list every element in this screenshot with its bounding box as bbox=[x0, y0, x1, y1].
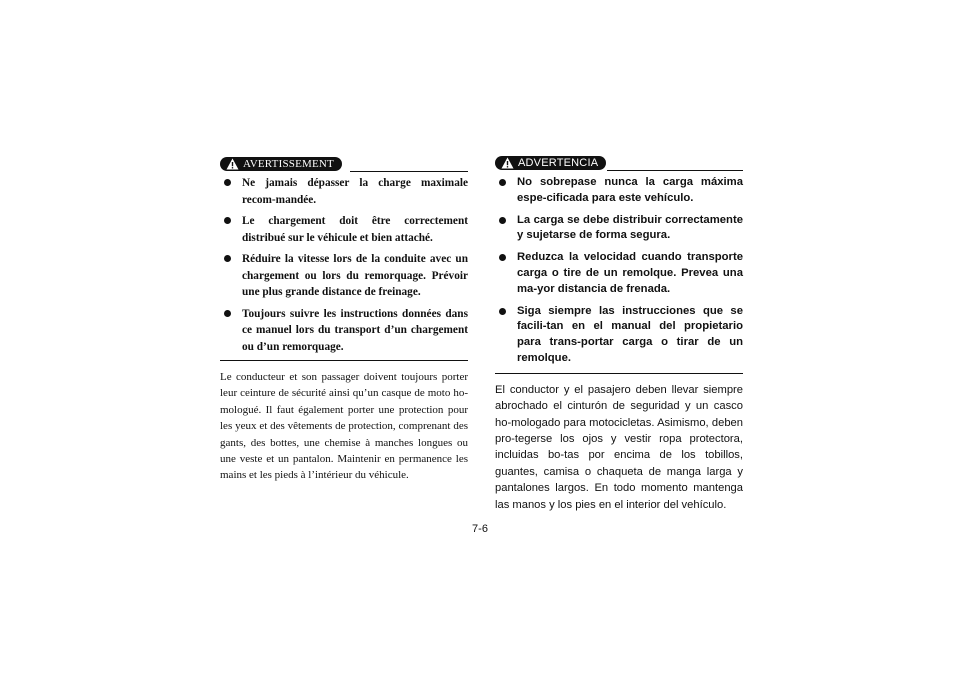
body-paragraph-es: El conductor y el pasajero deben llevar siempre abrochado el cinturón de seguridad y un casco ho-mologado para motocicletas. Asimismo, deben pro-tegerse los ojos y vestir ropa protectora, incluidas bo-tas por encima de los tobillos, guantes, camisa o chaqueta de manga larga y pantalones largos. En todo momento mantenga las manos y los pies en el interior del vehículo. bbox=[495, 383, 743, 511]
list-item: Le chargement doit être correctement distribué sur le véhicule et bien attaché. bbox=[220, 213, 468, 246]
french-column bbox=[220, 153, 468, 484]
warning-triangle-icon bbox=[226, 158, 239, 170]
warning-label-es: ADVERTENCIA bbox=[518, 157, 599, 169]
spanish-column bbox=[495, 153, 743, 513]
list-item: Siga siempre las instrucciones que se facili-tan en el manual del propietario para trans-portar carga o tirar de un remolque. bbox=[495, 304, 743, 367]
warning-badge-es bbox=[495, 156, 606, 170]
warning-header-es bbox=[495, 153, 743, 173]
page-number: 7-6 bbox=[472, 523, 488, 535]
header-rule-es bbox=[607, 170, 743, 171]
list-item: Reduzca la velocidad cuando transporte carga o tire de un remolque. Prevea una ma-yor distancia de frenada. bbox=[495, 250, 743, 297]
list-item: Ne jamais dépasser la charge maximale recom-mandée. bbox=[220, 175, 468, 208]
warning-badge-fr bbox=[220, 157, 342, 171]
bullet-icon bbox=[499, 254, 506, 261]
warning-header-fr bbox=[220, 153, 468, 173]
bullet-icon bbox=[499, 179, 506, 186]
list-item: Toujours suivre les instructions données dans ce manuel lors du transport d’un chargement ou d’un remorquage. bbox=[220, 306, 468, 356]
warning-end-rule-es bbox=[495, 373, 743, 374]
warning-end-rule-fr bbox=[220, 360, 468, 361]
warning-triangle-icon bbox=[501, 157, 514, 169]
bullet-icon bbox=[499, 308, 506, 315]
list-item: Réduire la vitesse lors de la conduite avec un chargement ou lors du remorquage. Prévoir une plus grande distance de freinage. bbox=[220, 251, 468, 301]
body-paragraph-fr: Le conducteur et son passager doivent toujours porter leur ceinture de sécurité ainsi qu’un casque de moto ho-mologué. Il faut également porter une protection pour les yeux et des vêtements de protection, comprenant des gants, des bottes, une chemise à manches longues ou une veste et un pantalon. Maintenir en permanence les mains et les pieds à l’intérieur du véhicule. bbox=[220, 371, 468, 482]
bullet-icon bbox=[224, 179, 231, 186]
header-rule-fr bbox=[350, 171, 468, 172]
list-item: La carga se debe distribuir correctamente y sujetarse de forma segura. bbox=[495, 213, 743, 245]
warning-list-es bbox=[495, 175, 743, 367]
bullet-icon bbox=[224, 217, 231, 224]
bullet-icon bbox=[224, 255, 231, 262]
list-item: No sobrepase nunca la carga máxima espe-cificada para este vehículo. bbox=[495, 175, 743, 207]
warning-list-fr bbox=[220, 175, 468, 355]
bullet-icon bbox=[499, 217, 506, 224]
warning-label-fr: AVERTISSEMENT bbox=[243, 158, 334, 170]
bullet-icon bbox=[224, 310, 231, 317]
